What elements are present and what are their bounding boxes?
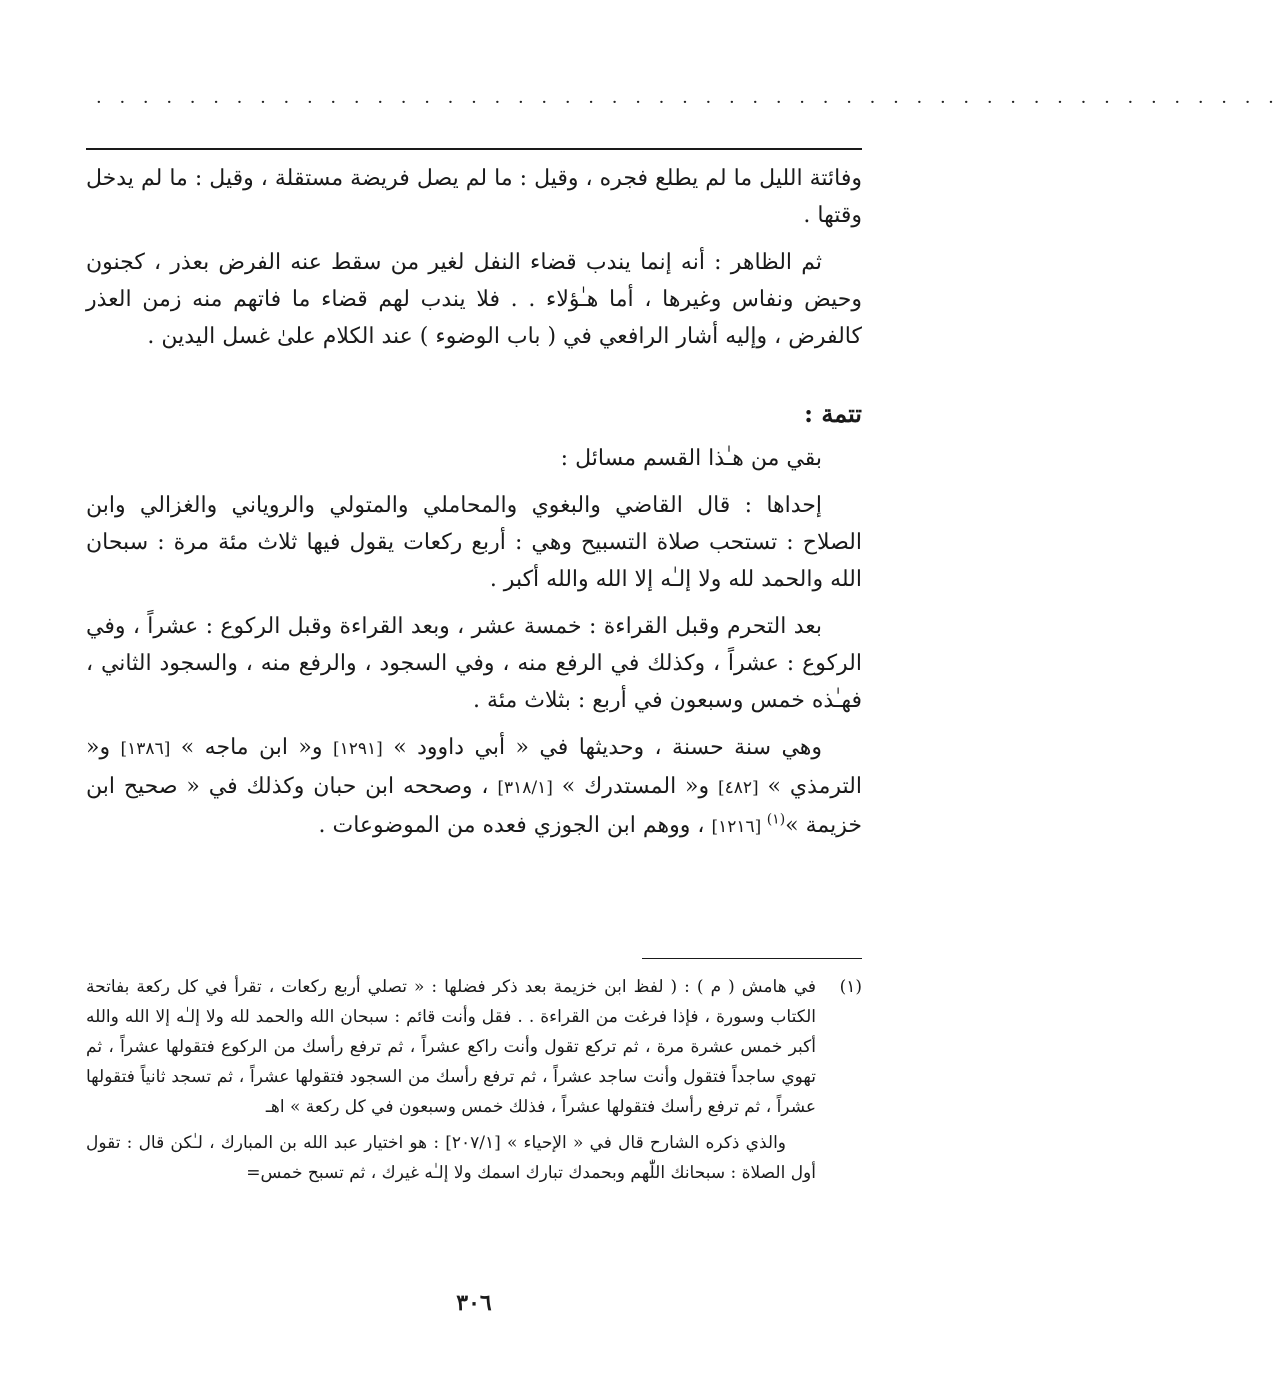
paragraph-6 [86, 729, 862, 846]
footnote-text: في هامش ( م ) : ( لفظ ابن خزيمة بعد ذكر فضلها : « تصلي أربع ركعات ، تقرأ في كل ركعة بفاتحة الكتاب وسورة ، فإذا فرغت من القراءة . . فقل وأنت قائم : سبحان الله والحمد لله ولا إلـٰه إلا الله والله أكبر خمس عشرة مرة ، ثم تركع تقول وأنت راكع عشراً ، ثم ترفع رأسك من الركوع فتقولها عشراً ، ثم تهوي ساجداً فتقول وأنت ساجد عشراً ، ثم ترفع رأسك من السجود فتقولها عشراً ، ثم تسجد ثانياً فتقولها عشراً ، ثم ترفع رأسك فتقولها عشراً ، فذلك خمس وسبعون في كل ركعة » اهـ [86, 977, 816, 1117]
book-page [86, 0, 1280, 1375]
footnotes [86, 972, 862, 1188]
paragraph-3: بقي من هـٰذا القسم مسائل : [560, 446, 822, 471]
footnote-continuation: والذي ذكره الشارح قال في « الإحياء » [٢٠٧/١] : هو اختيار عبد الله بن المبارك ، لـٰكن قال : تقول أول الصلاة : سبحانك اللّٰهم وبحمدك تبارك اسمك ولا إلـٰه غيرك ، ثم تسبح خمس= [86, 1133, 816, 1183]
reference-tirmidhi: [٤٨٢] [717, 778, 759, 798]
p6-text-c: و« الترمذي » [86, 735, 862, 799]
paragraph-2: ثم الظاهر : أنه إنما يندب قضاء النفل لغير من سقط عنه الفرض بعذر ، كجنون وحيض ونفاس وغيرها ، أما هـٰؤلاء . . فلا يندب لهم قضاء ما فاتهم منه زمن العذر كالفرض ، وإليه أشار الرافعي في ( باب الوضوء ) عند الكلام علىٰ غسل اليدين . [86, 250, 862, 349]
main-text [86, 160, 862, 856]
paragraph-4: إحداها : قال القاضي والبغوي والمحاملي والمتولي والروياني والغزالي وابن الصلاح : تستحب صلاة التسبيح وهي : أربع ركعات يقول فيها ثلاث مئة مرة : سبحان الله والحمد لله ولا إلـٰه إلا الله والله أكبر . [86, 493, 862, 592]
reference-ibn-majah: [١٣٨٦] [120, 739, 171, 759]
footnote-marker[interactable]: (١) [766, 811, 786, 828]
page-number: ٣٠٦ [456, 1290, 492, 1316]
footnote-number: (١) [839, 977, 862, 997]
section-heading: تتمة : [804, 399, 862, 428]
footnote-1 [86, 972, 862, 1122]
header-dotted-line: · · · · · · · · · · · · · · · · · · · · · · · · · · · · · · · · · · · · · · · · · · · · · · · · · · · [96, 92, 1280, 113]
p6-text-f: ، ووهم ابن الجوزي فعده من الموضوعات . [318, 813, 712, 838]
footnote-separator [642, 958, 862, 959]
reference-abu-dawud: [١٢٩١] [332, 739, 383, 759]
paragraph-1: وفائتة الليل ما لم يطلع فجره ، وقيل : ما لم يصل فريضة مستقلة ، وقيل : ما لم يدخل وقتها . [86, 166, 862, 228]
p6-text-e: ، وصححه ابن حبان وكذلك في « صحيح ابن خزيمة » [86, 774, 862, 838]
p6-text-a: وهي سنة حسنة ، وحديثها في « أبي داوود » [382, 735, 823, 760]
p6-text-d: و« المستدرك » [552, 774, 718, 799]
header-rule [86, 148, 862, 150]
paragraph-5: بعد التحرم وقبل القراءة : خمسة عشر ، وبعد القراءة وقبل الركوع : عشراً ، وفي الركوع : عشراً ، وكذلك في الرفع منه ، وفي السجود ، والرفع منه ، والسجود الثاني ، فهـٰذه خمس وسبعون في أربع : بثلاث مئة . [86, 614, 862, 713]
reference-mustadrak: [٣١٨/١] [497, 778, 553, 798]
p6-text-b: و« ابن ماجه » [170, 735, 333, 760]
reference-ibn-khuzaymah: [١٢١٦] [711, 817, 767, 837]
